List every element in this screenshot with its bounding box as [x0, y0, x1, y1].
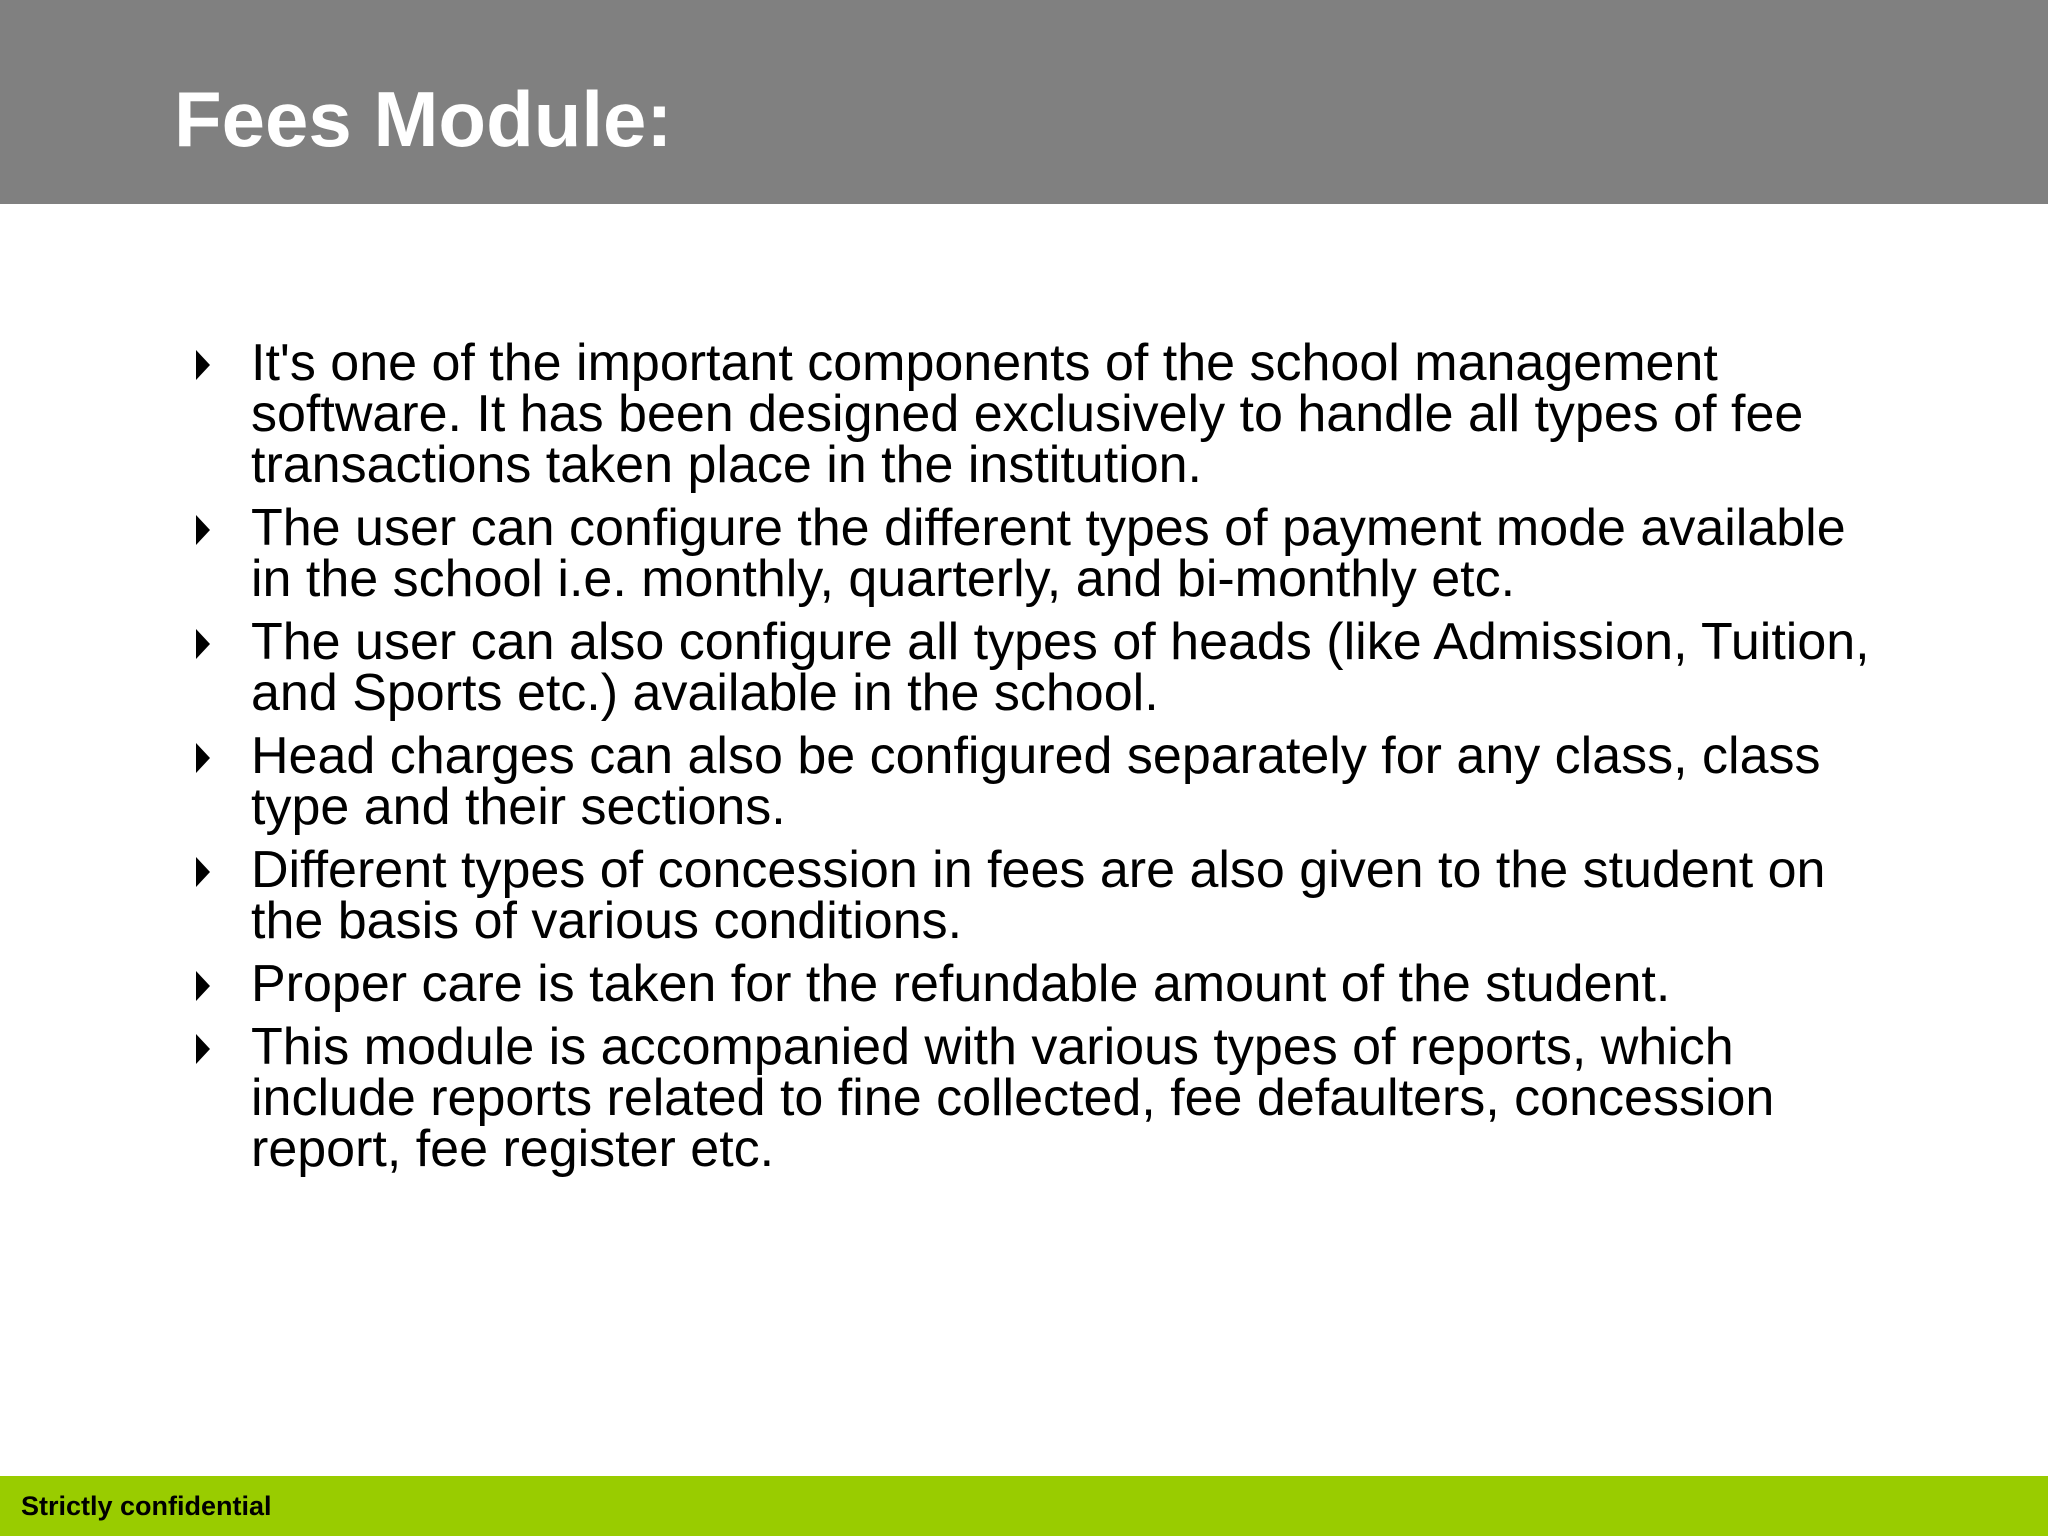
bullet-item [194, 841, 1884, 950]
bullet-item [194, 727, 1884, 836]
triangle-right-icon [196, 629, 210, 659]
triangle-right-icon [196, 515, 210, 545]
confidentiality-notice: Strictly confidential [21, 1491, 272, 1521]
bullet-item [194, 334, 1884, 494]
bullet-text: Head charges can also be configured separately for any class, class type and their sections. [251, 727, 1821, 836]
triangle-right-icon [196, 350, 210, 380]
bullet-item [194, 955, 1884, 1013]
bullet-item [194, 499, 1884, 608]
bullet-text: It's one of the important components of the school management software. It has been designed exclusively to handle all types of fee transactions taken place in the institution. [251, 334, 1804, 494]
footer-bar [0, 1476, 2048, 1536]
triangle-right-icon [196, 971, 210, 1001]
bullet-text: The user can configure the different types of payment mode available in the school i.e. monthly, quarterly, and bi-monthly etc. [251, 499, 1846, 608]
bullet-text: The user can also configure all types of heads (like Admission, Tuition, and Sports etc.) available in the school. [251, 613, 1870, 722]
bullet-text: Proper care is taken for the refundable amount of the student. [251, 955, 1671, 1013]
bullet-list [194, 334, 1884, 1187]
bullet-item [194, 1018, 1884, 1178]
bullet-item [194, 613, 1884, 722]
header-bar [0, 0, 2048, 204]
triangle-right-icon [196, 743, 210, 773]
triangle-right-icon [196, 1034, 210, 1064]
triangle-right-icon [196, 857, 210, 887]
slide-title: Fees Module: [174, 75, 673, 163]
bullet-text: Different types of concession in fees are also given to the student on the basis of various conditions. [251, 841, 1826, 950]
bullet-text: This module is accompanied with various types of reports, which include reports related to fine collected, fee defaulters, concession report, fee register etc. [251, 1018, 1775, 1178]
